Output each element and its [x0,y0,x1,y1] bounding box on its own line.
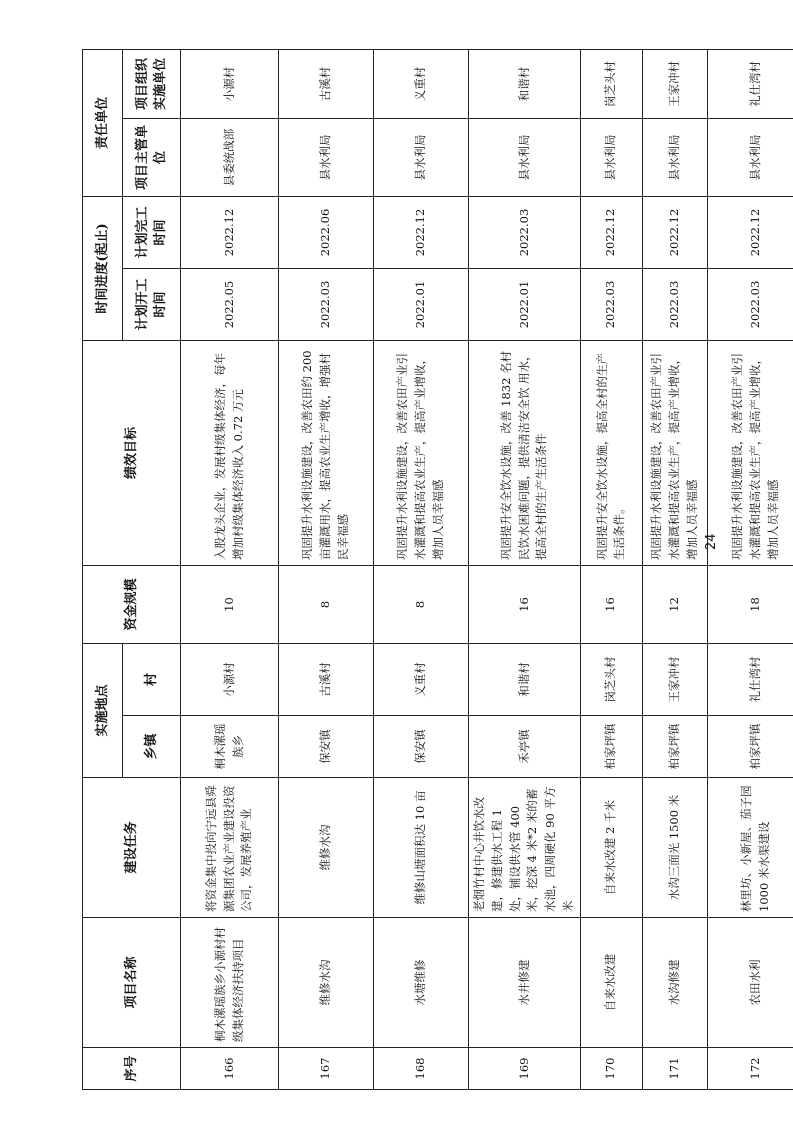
table-row [469,49,581,1089]
page-number: 24 [704,533,719,550]
header-village: 村 [123,643,181,715]
row-town: 柏家坪镇 [580,716,642,778]
row-village: 岗芝头村 [580,643,642,715]
row-town: 保安镇 [374,716,469,778]
row-village: 古溪村 [279,643,374,715]
row-end: 2022.03 [469,196,581,268]
row-goal: 巩固提升水利设施建设，改善农田产业引水灌溉和提高农业生产，提高产业增收，增加人员幸福感 [374,340,469,565]
row-end: 2022.12 [374,196,469,268]
header-name: 项目名称 [83,918,181,1048]
row-seq: 171 [642,1048,707,1090]
row-start: 2022.01 [469,268,581,340]
row-name: 水井修建 [469,918,581,1048]
row-dept: 县水利局 [279,118,374,196]
row-goal: 巩固提升水利设施建设，改善农田约 200 亩灌溉用水，提高农业生产增收，增强村民幸福感 [279,340,374,565]
row-seq: 170 [580,1048,642,1090]
row-town: 保安镇 [279,716,374,778]
row-fund: 12 [642,565,707,643]
row-start: 2022.05 [181,268,279,340]
row-village: 王家冲村 [642,643,707,715]
row-task: 维修山塘面积达 10 亩 [374,778,469,918]
table-row [580,49,642,1089]
row-goal: 巩固提升安全饮水设施，改善 1832 名村民饮水困难问题，提供清洁安全饮 用水，提高全村的生产生活条件 [469,340,581,565]
row-name: 水沟修建 [642,918,707,1048]
row-task: 林里坊、小新屋、茄子园 1000 米水渠建设 [707,778,793,918]
row-goal: 巩固提升安全饮水设施，提高全村的生产生活条件。 [580,340,642,565]
row-fund: 8 [279,565,374,643]
row-name: 桐木漯瑶族乡小源村村级集体经济扶持项目 [181,918,279,1048]
header-schedule: 时间进度(起止) [83,196,123,340]
row-name: 维修水沟 [279,918,374,1048]
row-org: 小源村 [181,49,279,118]
row-dept: 县水利局 [642,118,707,196]
row-town: 禾亭镇 [469,716,581,778]
header-duty: 责任单位 [83,49,123,196]
header-location: 实施地点 [83,643,123,777]
row-end: 2022.12 [642,196,707,268]
row-end: 2022.12 [580,196,642,268]
row-fund: 16 [580,565,642,643]
header-end: 计划完工时间 [123,196,181,268]
table-row [279,49,374,1089]
row-task: 水沟三面光 1500 米 [642,778,707,918]
row-org: 古溪村 [279,49,374,118]
row-dept: 县水利局 [469,118,581,196]
row-name: 水塘维修 [374,918,469,1048]
row-village: 和谐村 [469,643,581,715]
row-org: 义重村 [374,49,469,118]
row-org: 岗芝头村 [580,49,642,118]
project-table-sheet [82,50,793,1090]
row-seq: 166 [181,1048,279,1090]
header-fund: 资金规模 [83,565,181,643]
row-fund: 18 [707,565,793,643]
table-row [642,49,707,1089]
row-seq: 169 [469,1048,581,1090]
row-goal: 入股龙头企业，发展村级集体经济，每年增加村级集体经济收入 0.72 万元 [181,340,279,565]
row-start: 2022.03 [707,268,793,340]
row-dept: 县水利局 [580,118,642,196]
row-start: 2022.01 [374,268,469,340]
row-seq: 167 [279,1048,374,1090]
row-fund: 10 [181,565,279,643]
header-org: 项目组织实施单位 [123,49,181,118]
header-start: 计划开工时间 [123,268,181,340]
row-goal: 巩固提升水利设施建设，改善农田产业引水灌溉和提高农业生产，提高产业增收，增加人员幸福感 [642,340,707,565]
row-end: 2022.06 [279,196,374,268]
row-village: 小源村 [181,643,279,715]
row-dept: 县水利局 [707,118,793,196]
header-dept: 项目主管单位 [123,118,181,196]
row-village: 义重村 [374,643,469,715]
row-name: 农田水利 [707,918,793,1048]
row-end: 2022.12 [707,196,793,268]
row-village: 礼仕湾村 [707,643,793,715]
header-seq: 序号 [83,1048,181,1090]
table-row [181,49,279,1089]
row-start: 2022.03 [279,268,374,340]
table-row [374,49,469,1089]
row-town: 桐木漯瑶族乡 [181,716,279,778]
row-task: 维修水沟 [279,778,374,918]
row-task: 将资金集中投向宁远县舜源集团农业产业建设投资公司，发展养殖产业 [181,778,279,918]
row-start: 2022.03 [580,268,642,340]
row-town: 柏家坪镇 [707,716,793,778]
row-task: 老烟竹村中心井饮水改建，修建供水工程 1 处，铺设供水管 400 米，挖深 4 米*2 米的蓄水池，四周硬化 90 平方米 [469,778,581,918]
row-name: 自来水改建 [580,918,642,1048]
row-seq: 172 [707,1048,793,1090]
row-dept: 县委统战部 [181,118,279,196]
header-task: 建设任务 [83,778,181,918]
row-end: 2022.12 [181,196,279,268]
table-row [707,49,793,1089]
header-town: 乡镇 [123,716,181,778]
row-org: 礼仕湾村 [707,49,793,118]
row-start: 2022.03 [642,268,707,340]
row-goal: 巩固提升水利设施建设，改善农田产业引水灌溉和提高农业生产，提高产业增收，增加人员幸福感 [707,340,793,565]
project-table [82,49,793,1090]
row-town: 柏家坪镇 [642,716,707,778]
row-fund: 16 [469,565,581,643]
row-seq: 168 [374,1048,469,1090]
row-fund: 8 [374,565,469,643]
row-task: 自来水改建 2 千米 [580,778,642,918]
row-dept: 县水利局 [374,118,469,196]
header-goal: 绩效目标 [83,340,181,565]
row-org: 王家冲村 [642,49,707,118]
row-org: 和谐村 [469,49,581,118]
